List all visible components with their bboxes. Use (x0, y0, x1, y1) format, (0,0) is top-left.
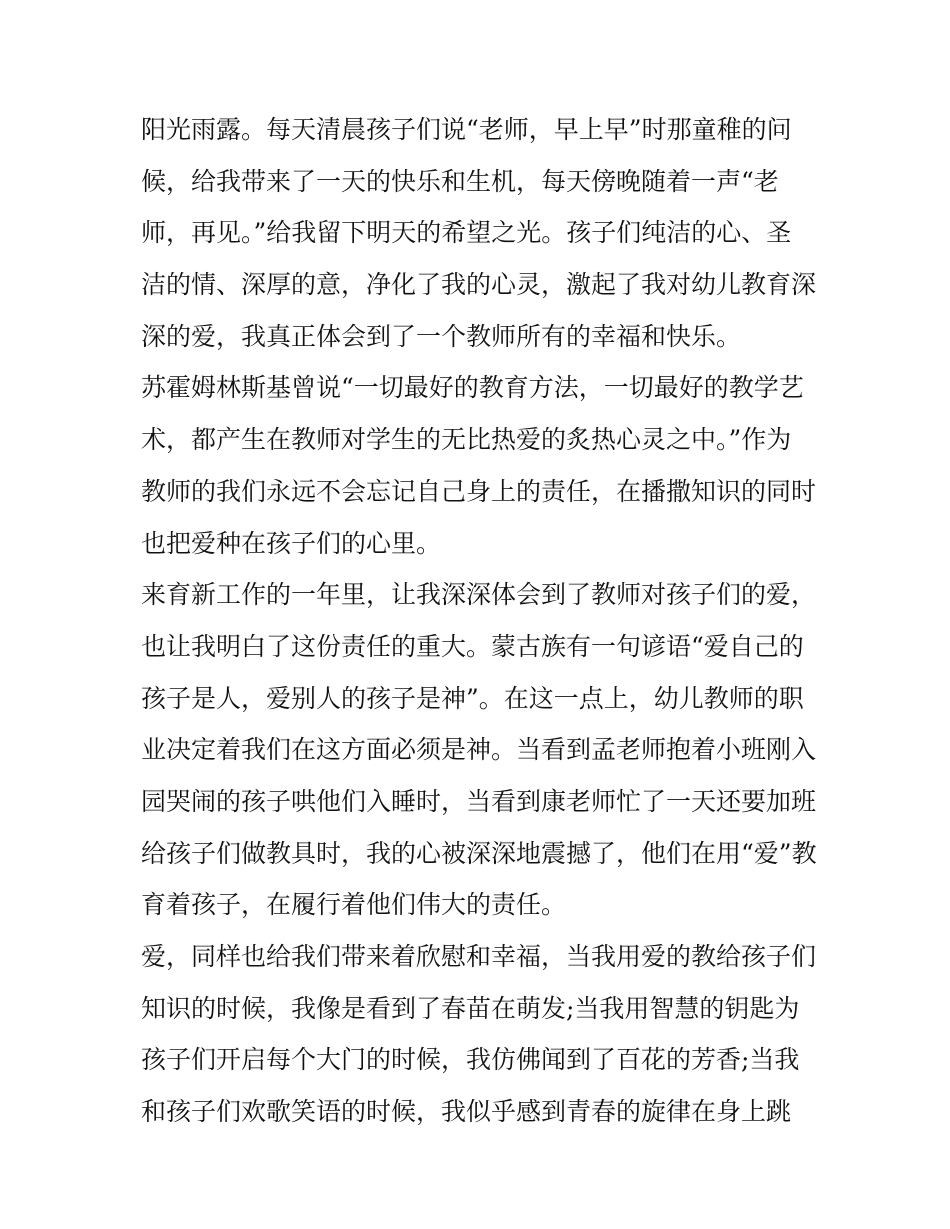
text-line: 教师的我们永远不会忘记自己身上的责任，在播撒知识的同时 (141, 476, 817, 506)
text-line: 候，给我带来了一天的快乐和生机，每天傍晚随着一声“老 (141, 166, 779, 196)
text-line: 阳光雨露。每天清晨孩子们说“老师，早上早”时那童稚的问 (141, 115, 792, 144)
body-text (141, 104, 821, 1138)
text-line: 给孩子们做教具时，我的心被深深地震撼了，他们在用“爱”教 (141, 838, 817, 868)
text-line: 和孩子们欢歌笑语的时候，我似乎感到青春的旋律在身上跳 (141, 1097, 792, 1127)
text-line: 知识的时候，我像是看到了春苗在萌发;当我用智慧的钥匙为 (141, 993, 800, 1023)
text-line: 术，都产生在教师对学生的无比热爱的炙热心灵之中。”作为 (141, 425, 792, 455)
text-line: 也让我明白了这份责任的重大。蒙古族有一句谚语“爱自己的 (141, 631, 804, 661)
text-line: 洁的情、深厚的意，净化了我的心灵，激起了我对幼儿教育深 (141, 270, 817, 300)
text-line: 也把爱种在孩子们的心里。 (141, 528, 442, 558)
text-line: 业决定着我们在这方面必须是神。当看到孟老师抱着小班刚入 (141, 735, 817, 765)
text-line: 育着孩子，在履行着他们伟大的责任。 (141, 890, 567, 920)
text-line: 爱，同样也给我们带来着欣慰和幸福，当我用爱的教给孩子们 (141, 942, 817, 971)
text-line: 孩子们开启每个大门的时候，我仿佛闻到了百花的芳香;当我 (141, 1045, 800, 1075)
text-line: 苏霍姆林斯基曾说“一切最好的教育方法，一切最好的教学艺 (141, 373, 804, 403)
text-line: 孩子是人，爱别人的孩子是神”。在这一点上，幼儿教师的职 (141, 683, 804, 713)
text-line: 深的爱，我真正体会到了一个教师所有的幸福和快乐。 (141, 321, 742, 351)
text-line: 来育新工作的一年里，让我深深体会到了教师对孩子们的爱， (141, 580, 817, 610)
text-line: 师，再见。”给我留下明天的希望之光。孩子们纯洁的心、圣 (141, 218, 792, 248)
text-line: 园哭闹的孩子哄他们入睡时，当看到康老师忙了一天还要加班 (141, 786, 817, 816)
